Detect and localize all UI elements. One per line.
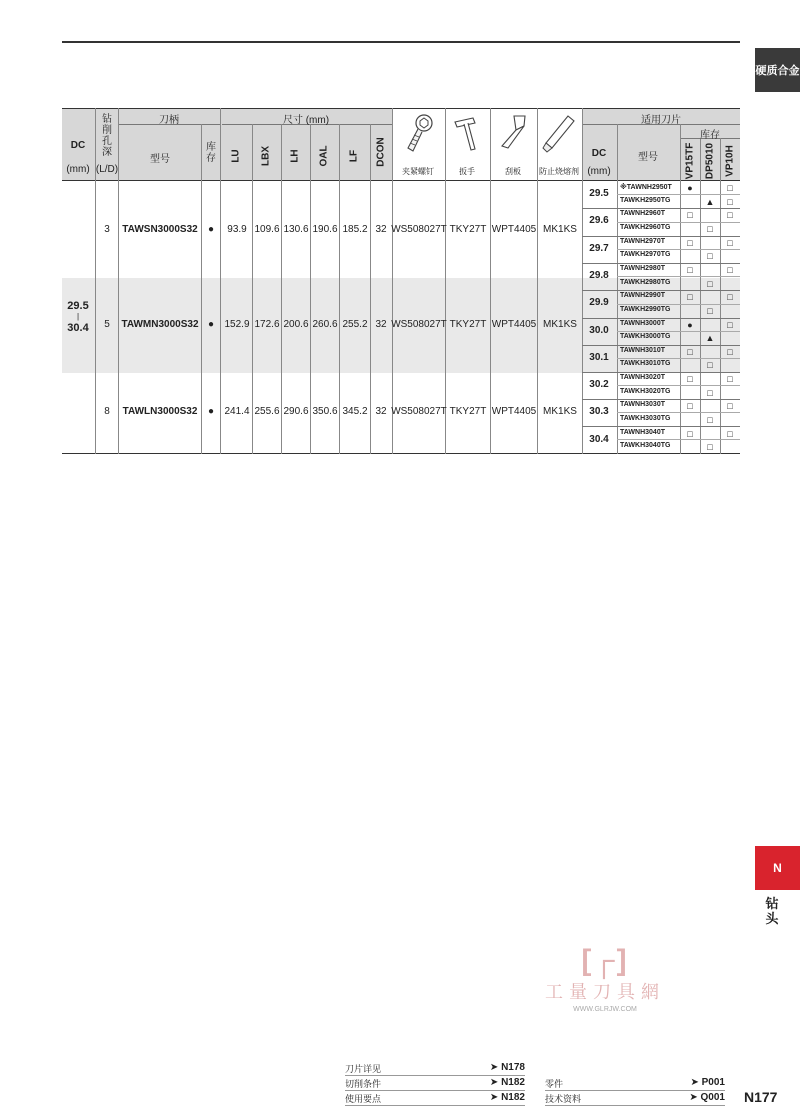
ref-label: 刀片详见 — [345, 1064, 382, 1074]
insert-model[interactable]: TAWNH2970T — [620, 237, 665, 245]
insert-model[interactable]: ※TAWNH2950T — [620, 184, 672, 191]
clamp-screw-icon — [402, 112, 438, 156]
insert-stock-mark: □ — [687, 210, 693, 221]
header-grade-vp10h: VP10H — [724, 145, 736, 177]
holder-lbx: 172.6 — [254, 319, 280, 330]
insert-stock-mark: □ — [707, 223, 713, 234]
ref-label: 零件 — [545, 1079, 564, 1089]
holder-wrench[interactable]: TKY27T — [449, 406, 487, 417]
insert-dc: 29.7 — [589, 242, 609, 254]
ref-page[interactable]: ➤ N182 — [489, 1092, 525, 1103]
header-wrench: 扳手 — [459, 167, 475, 176]
holder-dcon: 32 — [375, 224, 387, 235]
category-tab-carbide[interactable]: 硬质合金 — [755, 48, 800, 92]
section-tab-n[interactable]: N — [755, 846, 800, 890]
holder-ld: 8 — [104, 406, 110, 417]
header-lf: LF — [348, 149, 360, 163]
insert-dc: 30.3 — [589, 406, 609, 418]
header-insert-dc-unit: (mm) — [587, 166, 611, 177]
holder-scraper[interactable]: WPT4405 — [491, 224, 537, 235]
header-scraper: 刮板 — [505, 167, 521, 176]
header-holder: 刀柄 — [159, 115, 179, 126]
insert-model[interactable]: TAWNH3040T — [620, 428, 665, 436]
ref-row[interactable] — [345, 1061, 525, 1076]
holder-wrench[interactable]: TKY27T — [449, 319, 487, 330]
ref-label: 使用要点 — [345, 1094, 382, 1104]
holder-lbx: 255.6 — [254, 406, 280, 417]
insert-dc: 30.2 — [589, 379, 609, 391]
ref-row[interactable] — [545, 1076, 725, 1091]
insert-model[interactable]: TAWNH2990T — [620, 292, 665, 300]
insert-model[interactable]: TAWKH3030TG — [620, 415, 671, 422]
insert-model[interactable]: TAWNH3030T — [620, 401, 665, 409]
holder-screw[interactable]: WS508027T — [391, 319, 447, 330]
insert-model[interactable]: TAWKH3010TG — [620, 360, 671, 368]
product-table — [62, 108, 740, 454]
header-depth-unit: (L/D) — [95, 164, 119, 175]
insert-stock-mark: □ — [687, 346, 693, 357]
header-model: 型号 — [150, 154, 170, 165]
header-insert-model: 型号 — [638, 152, 658, 163]
holder-model[interactable]: TAWLN3000S32 — [122, 406, 198, 417]
insert-dc: 29.5 — [589, 188, 609, 199]
holder-lu: 152.9 — [224, 319, 250, 330]
holder-compound[interactable]: MK1KS — [543, 224, 577, 235]
header-compound: 防止烧熔剂 — [539, 167, 579, 176]
header-grade-vp15tf: VP15TF — [684, 142, 696, 180]
ref-page[interactable]: ➤ Q001 — [689, 1092, 725, 1103]
insert-stock-mark: □ — [727, 374, 733, 385]
insert-stock-mark: □ — [727, 319, 733, 330]
insert-model[interactable]: TAWNH2960T — [620, 210, 665, 218]
holder-stock: ● — [207, 406, 215, 417]
insert-stock-mark: □ — [707, 442, 713, 453]
dc-range-dash: | — [76, 312, 80, 321]
insert-model[interactable]: TAWKH3040TG — [620, 442, 671, 450]
ref-row[interactable] — [345, 1076, 525, 1091]
insert-model[interactable]: TAWKH3000TG — [620, 333, 671, 341]
insert-stock-mark: ▲ — [705, 196, 715, 207]
holder-ld: 5 — [104, 319, 110, 330]
header-clamp-screw: 夹紧螺钉 — [402, 167, 434, 176]
insert-model[interactable]: TAWKH2990TG — [620, 305, 671, 313]
insert-model[interactable]: TAWNH3010T — [620, 346, 665, 354]
holder-ld: 3 — [104, 224, 110, 235]
insert-stock-mark: □ — [727, 346, 733, 357]
header-stock: 库存 — [206, 142, 216, 164]
insert-stock-mark: □ — [687, 428, 693, 439]
insert-stock-mark: □ — [707, 305, 713, 316]
holder-screw[interactable]: WS508027T — [391, 224, 447, 235]
header-lh: LH — [289, 149, 301, 163]
insert-stock-mark: □ — [727, 237, 733, 248]
ref-page[interactable]: ➤ N178 — [489, 1062, 525, 1073]
insert-stock-mark: □ — [687, 374, 693, 385]
header-inserts: 适用刀片 — [641, 115, 681, 126]
holder-lf: 255.2 — [342, 319, 368, 330]
holder-lu: 93.9 — [227, 224, 247, 235]
insert-stock-mark: □ — [707, 278, 713, 289]
insert-stock-mark: □ — [727, 292, 733, 303]
insert-model[interactable]: TAWKH2950TG — [620, 196, 671, 204]
insert-dc: 29.9 — [589, 297, 609, 309]
holder-wrench[interactable]: TKY27T — [449, 224, 487, 235]
holder-dcon: 32 — [375, 319, 387, 330]
insert-stock-mark: ● — [687, 183, 693, 193]
wrench-icon — [449, 112, 487, 156]
watermark-logo-icon: [┌] — [581, 944, 629, 977]
ref-row[interactable] — [545, 1091, 725, 1106]
anti-seize-tube-icon — [540, 112, 580, 156]
holder-lh: 200.6 — [283, 319, 309, 330]
ref-row[interactable] — [345, 1091, 525, 1106]
holder-lh: 290.6 — [283, 406, 309, 417]
header-dc-unit: (mm) — [66, 164, 90, 175]
insert-model[interactable]: TAWNH2980T — [620, 264, 665, 272]
insert-model[interactable]: TAWNH3000T — [620, 319, 665, 327]
header-insert-dc: DC — [591, 148, 607, 159]
insert-stock-mark: □ — [727, 183, 733, 193]
holder-model[interactable]: TAWSN3000S32 — [122, 224, 198, 235]
insert-stock-mark: ▲ — [705, 333, 715, 344]
holder-scraper[interactable]: WPT4405 — [491, 319, 537, 330]
section-name: 钻头 — [765, 896, 779, 926]
insert-model[interactable]: TAWKH2970TG — [620, 251, 671, 259]
holder-compound[interactable]: MK1KS — [543, 406, 577, 417]
holder-oal: 190.6 — [312, 224, 338, 235]
holder-lbx: 109.6 — [254, 224, 280, 235]
header-lu: LU — [230, 149, 242, 163]
holder-lu: 241.4 — [224, 406, 250, 417]
header-insert-stock: 库存 — [700, 130, 720, 141]
insert-dc: 29.8 — [589, 269, 609, 281]
insert-stock-mark: □ — [707, 251, 713, 262]
insert-model[interactable]: TAWKH3020TG — [620, 387, 671, 395]
insert-stock-mark: □ — [727, 401, 733, 412]
header-oal: OAL — [318, 145, 330, 167]
insert-stock-mark: □ — [727, 210, 733, 221]
holder-lf: 345.2 — [342, 406, 368, 417]
dc-range-from: 29.5 — [67, 300, 89, 312]
insert-stock-mark: □ — [687, 237, 693, 248]
holder-lf: 185.2 — [342, 224, 368, 235]
insert-model[interactable]: TAWKH2980TG — [620, 278, 671, 286]
ref-page[interactable]: ➤ N182 — [489, 1077, 525, 1088]
insert-dc: 30.4 — [589, 433, 609, 445]
insert-stock-mark: □ — [687, 401, 693, 412]
header-dc: DC — [70, 140, 86, 151]
insert-stock-mark: □ — [727, 264, 733, 275]
holder-oal: 260.6 — [312, 319, 338, 330]
insert-dc: 30.1 — [589, 351, 609, 363]
header-lbx: LBX — [260, 146, 272, 166]
holder-scraper[interactable]: WPT4405 — [491, 406, 537, 417]
watermark-url: WWW.GLRJW.COM — [573, 1006, 637, 1013]
top-rule — [62, 41, 740, 43]
header-depth: 钻削孔深 — [102, 114, 112, 158]
insert-stock-mark: □ — [707, 415, 713, 425]
insert-dc: 29.6 — [589, 215, 609, 227]
holder-compound[interactable]: MK1KS — [543, 319, 577, 330]
insert-dc: 30.0 — [589, 324, 609, 336]
header-dimensions: 尺寸 (mm) — [282, 115, 330, 126]
scraper-icon — [494, 112, 532, 156]
insert-stock-mark: □ — [687, 292, 693, 303]
ref-page[interactable]: ➤ P001 — [690, 1077, 725, 1088]
insert-model[interactable]: TAWKH2960TG — [620, 223, 671, 231]
dc-range-to: 30.4 — [67, 322, 89, 334]
insert-stock-mark: □ — [727, 428, 733, 439]
insert-stock-mark: □ — [687, 264, 693, 275]
holder-stock: ● — [207, 319, 215, 330]
insert-stock-mark: □ — [727, 196, 733, 207]
insert-model[interactable]: TAWNH3020T — [620, 374, 665, 382]
header-grade-dp5010: DP5010 — [704, 142, 716, 180]
watermark — [535, 944, 675, 1013]
holder-model[interactable]: TAWMN3000S32 — [121, 319, 199, 330]
holder-lh: 130.6 — [283, 224, 309, 235]
insert-stock-mark: ● — [687, 319, 693, 330]
header-dcon: DCON — [375, 137, 387, 167]
holder-screw[interactable]: WS508027T — [391, 406, 447, 417]
ref-label: 技术资料 — [545, 1094, 582, 1104]
insert-stock-mark: □ — [707, 360, 713, 371]
page-number: N177 — [744, 1089, 778, 1105]
holder-dcon: 32 — [375, 406, 387, 417]
insert-stock-mark: □ — [707, 387, 713, 398]
holder-oal: 350.6 — [312, 406, 338, 417]
watermark-name: 工量刀具網 — [545, 982, 665, 1002]
holder-stock: ● — [207, 224, 215, 235]
ref-label: 切削条件 — [345, 1079, 382, 1089]
